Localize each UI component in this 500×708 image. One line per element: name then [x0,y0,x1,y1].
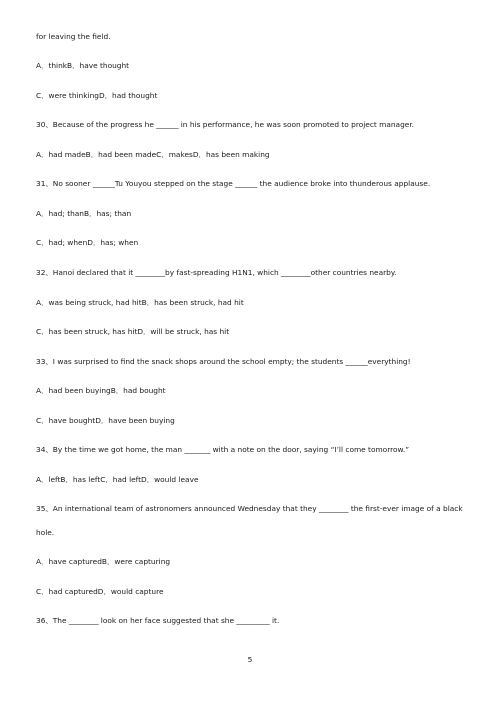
option-line: C．had capturedD．would capture [36,587,164,596]
option-line: A．leftB．has leftC．had leftD．would leave [36,475,199,484]
question-36: 36、The ________ look on her face suggested that she _________ it. [36,616,280,625]
question-30: 30、Because of the progress he ______ in his performance, he was soon promoted to project manager. [36,120,415,129]
page-number: 5 [247,655,253,664]
option-line: A．had been buyingB．had bought [36,386,166,395]
text-line: hole. [36,528,55,537]
option-line: C．have boughtD．have been buying [36,416,175,425]
question-31: 31、No sooner ______Tu Youyou stepped on the stage ______ the audience broke into thunderous applause. [36,179,431,188]
text-line: for leaving the field. [36,32,111,41]
option-line: C．were thinkingD．had thought [36,91,158,100]
question-33: 33、I was surprised to find the snack shops around the school empty; the students ______everything! [36,357,411,366]
question-32: 32、Hanoi declared that it ________by fast-spreading H1N1, which ________other countries nearby. [36,268,397,277]
option-line: C．has been struck, has hitD．will be struck, has hit [36,327,230,336]
question-35: 35、An international team of astronomers announced Wednesday that they ________ the first-ever image of a black [36,504,463,513]
option-line: A．was being struck, had hitB．has been struck, had hit [36,298,244,307]
option-line: A．have capturedB．were capturing [36,557,171,566]
option-line: C．had; whenD．has; when [36,238,139,247]
option-line: A．had madeB．had been madeC．makesD．has been making [36,150,270,159]
option-line: A．had; thanB．has; than [36,209,132,218]
question-34: 34、By the time we got home, the man _______ with a note on the door, saying “I’ll come tomorrow.” [36,445,410,454]
option-line: A．thinkB．have thought [36,61,130,70]
